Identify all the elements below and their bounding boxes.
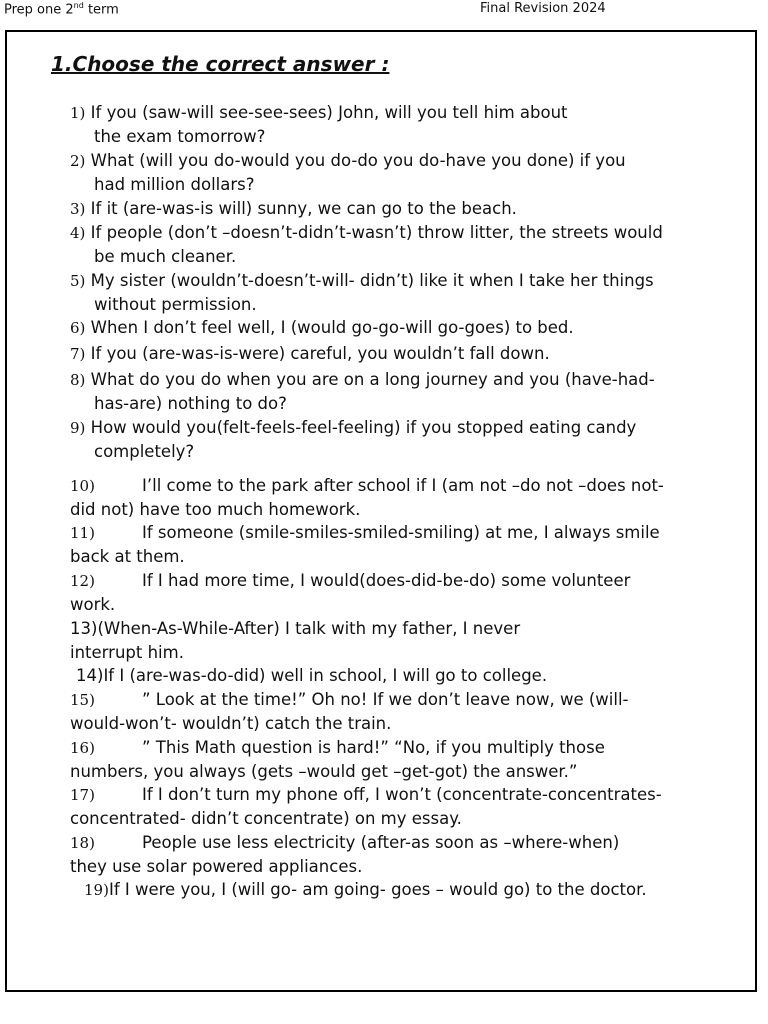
question-10: 10) I’ll come to the park after school if I (am not –do not –does not- did not) have too much homework. bbox=[70, 476, 664, 519]
question-2: 2) What (will you do-would you do-do you do-have you done) if you had million dollars? bbox=[70, 151, 626, 194]
question-1: 1) If you (saw-will see-see-sees) John, will you tell him about the exam tomorrow? bbox=[70, 103, 568, 146]
question-8: 8) What do you do when you are on a long journey and you (have-had- has-are) nothing to do? bbox=[70, 370, 655, 413]
question-18: 18) People use less electricity (after-as soon as –where-when) they use solar powered appliances. bbox=[70, 833, 620, 876]
question-19: 19)If I were you, I (will go- am going- goes – would go) to the doctor. bbox=[84, 880, 647, 899]
section-title: 1.Choose the correct answer : bbox=[51, 52, 390, 76]
question-11: 11) If someone (smile-smiles-smiled-smiling) at me, I always smile back at them. bbox=[70, 523, 660, 566]
question-16: 16) ” This Math question is hard!” “No, if you multiply those numbers, you always (gets –would get –get-got) the answer.” bbox=[70, 738, 605, 781]
question-3: 3) If it (are-was-is will) sunny, we can go to the beach. bbox=[70, 199, 517, 218]
header-course: Prep one 2nd term bbox=[4, 1, 119, 18]
header-revision: Final Revision 2024 bbox=[480, 1, 606, 16]
question-13: 13)(When-As-While-After) I talk with my father, I never interrupt him. bbox=[70, 619, 521, 662]
question-6: 6) When I don’t feel well, I (would go-go-will go-goes) to bed. bbox=[70, 318, 574, 337]
question-4: 4) If people (don’t –doesn’t-didn’t-wasn’t) throw litter, the streets would be much cleaner. bbox=[70, 223, 663, 266]
question-12: 12) If I had more time, I would(does-did-be-do) some volunteer work. bbox=[70, 571, 631, 614]
question-9: 9) How would you(felt-feels-feel-feeling) if you stopped eating candy completely? bbox=[70, 418, 637, 461]
question-15: 15) ” Look at the time!” Oh no! If we don’t leave now, we (will- would-won’t- wouldn’t) catch the train. bbox=[70, 690, 629, 733]
question-17: 17) If I don’t turn my phone off, I won’t (concentrate-concentrates- concentrated- didn’t concentrate) on my essay. bbox=[70, 785, 662, 828]
question-5: 5) My sister (wouldn’t-doesn’t-will- didn’t) like it when I take her things without permission. bbox=[70, 271, 654, 314]
question-7: 7) If you (are-was-is-were) careful, you wouldn’t fall down. bbox=[70, 344, 550, 363]
question-14: 14)If I (are-was-do-did) well in school, I will go to college. bbox=[76, 666, 548, 685]
